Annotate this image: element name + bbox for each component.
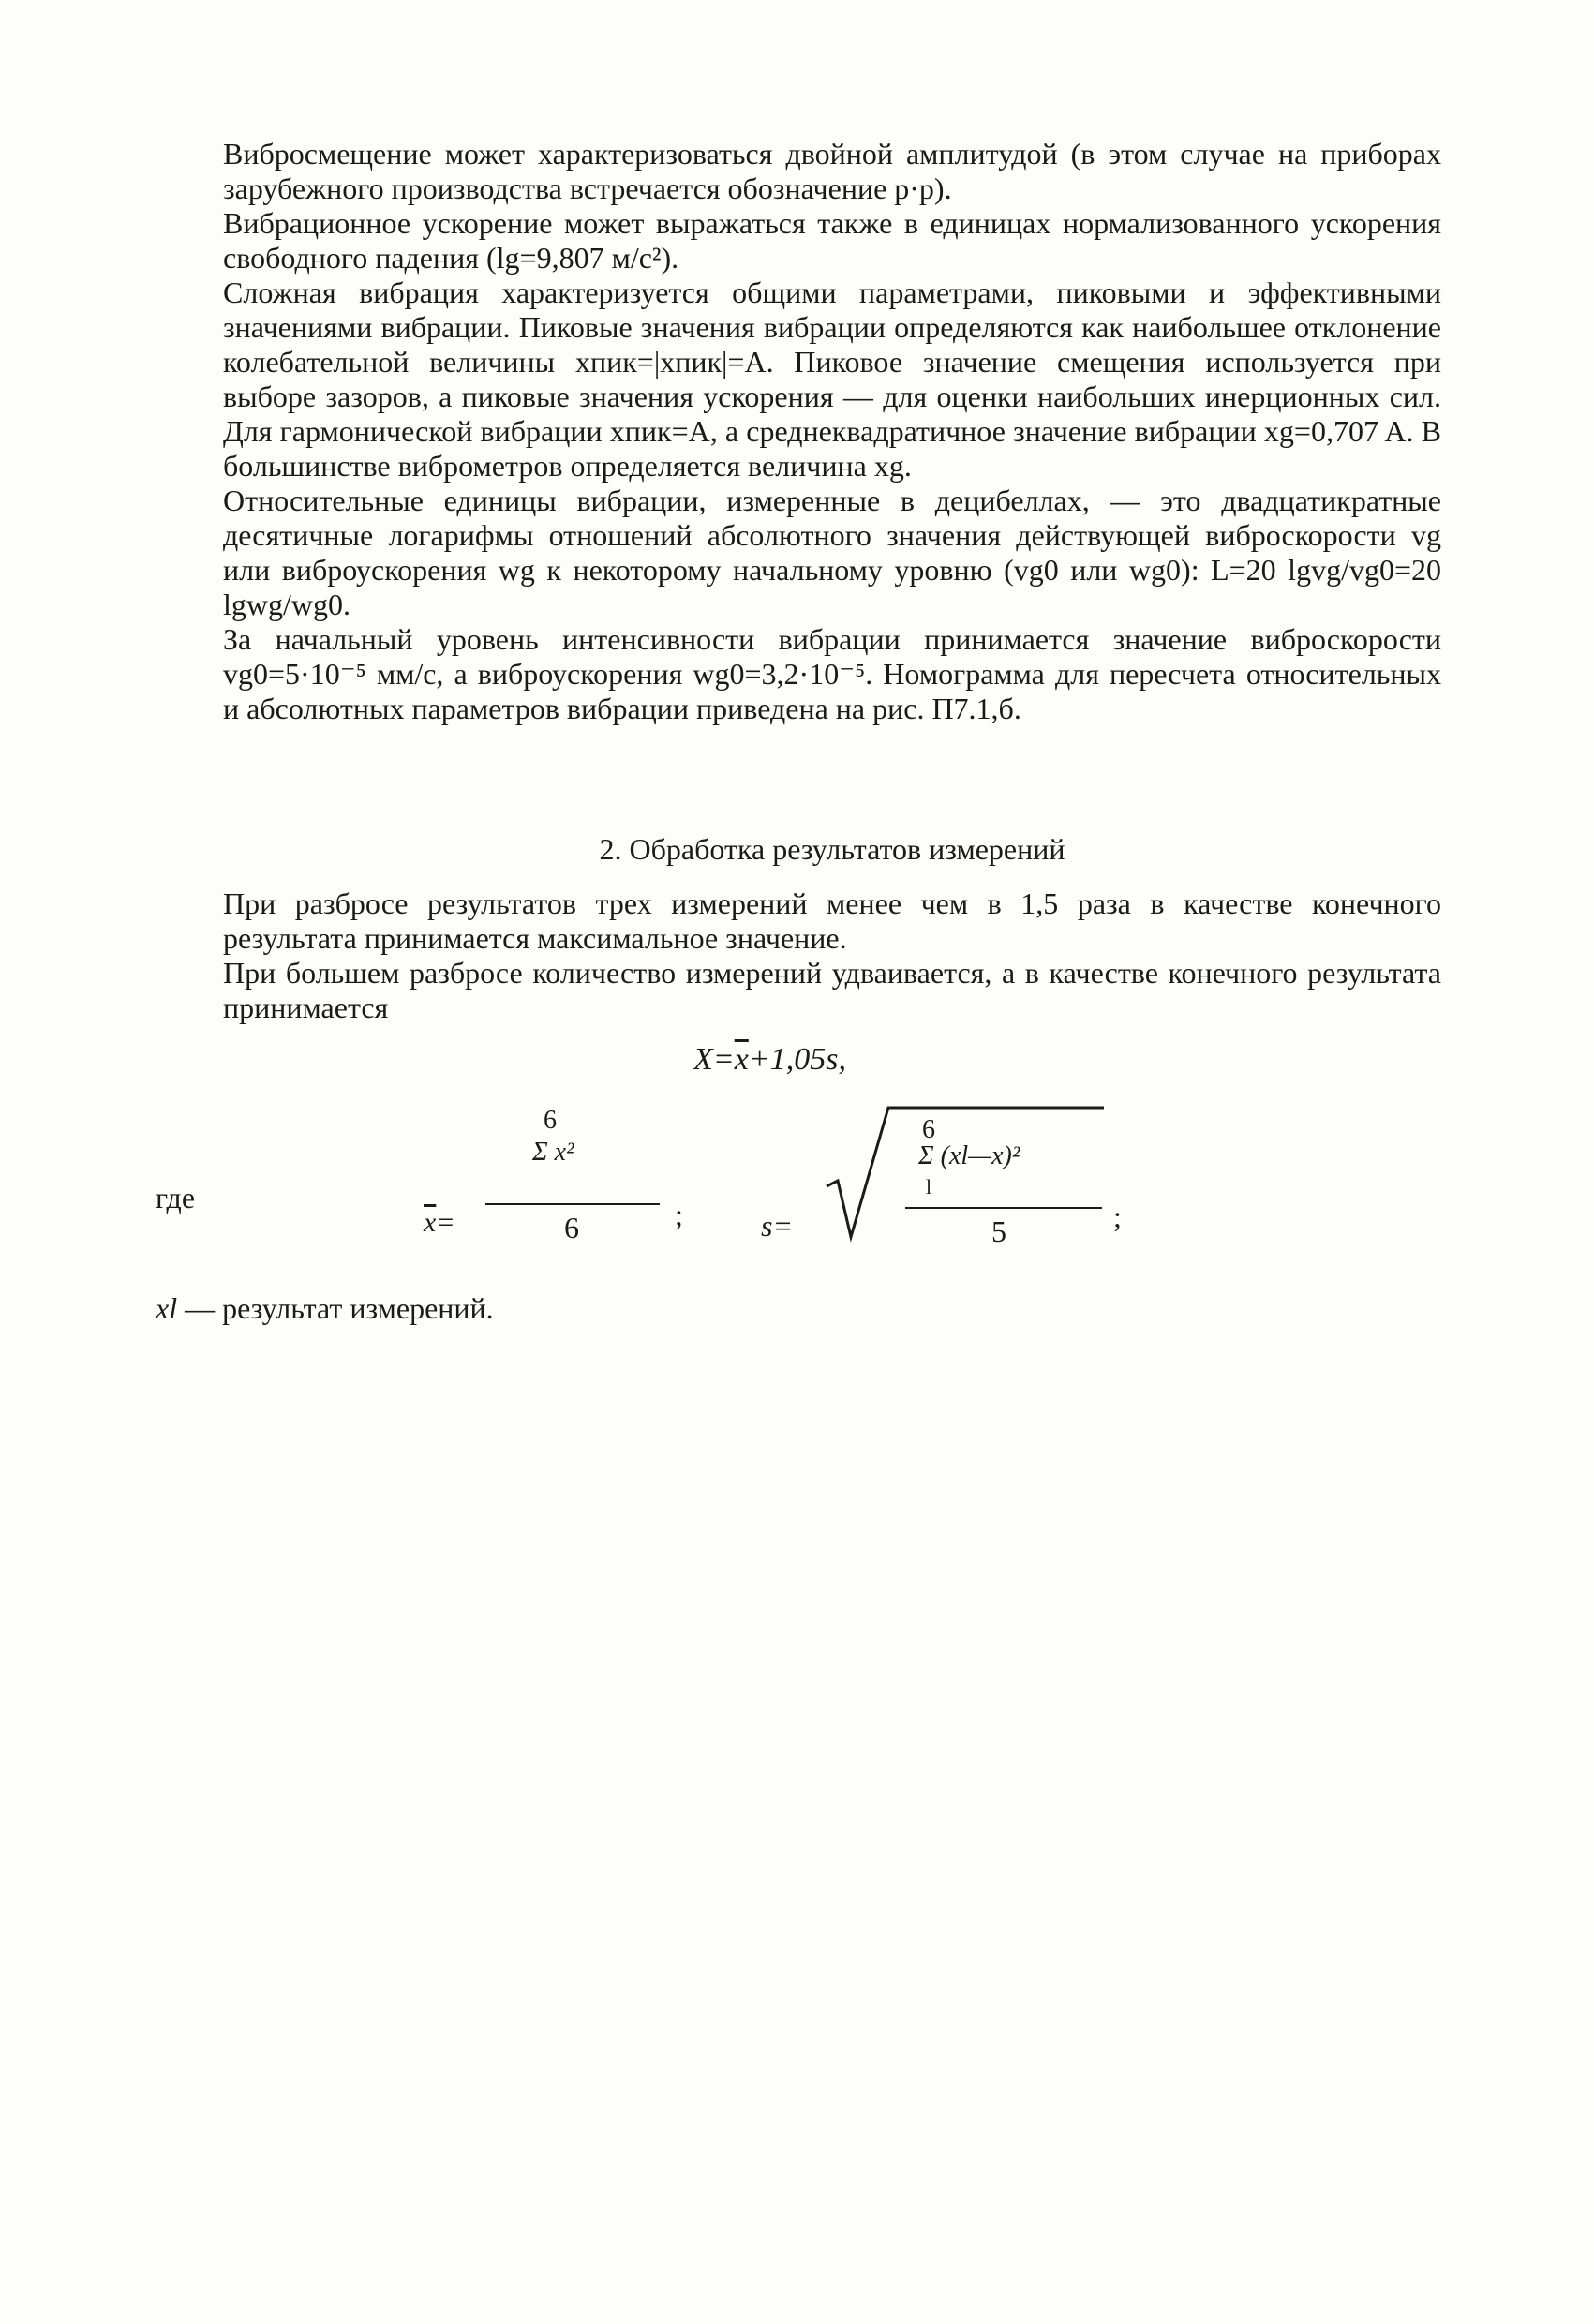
xbar-separator: ; [675,1198,683,1231]
main-formula-xbar: $\overline{x}$ [734,1042,749,1077]
footnote-text: — результат измерений. [177,1291,494,1325]
paragraph-3: Сложная вибрация характеризуется общими параметрами, пиковыми и эффективными значениями вибрации. Пиковые значения вибрации определяются как наибольшее отклонение колебательной величины xпик=|xпик|=A. Пиковое значение смещения используется при выборе зазоров, а пиковые значения ускорения — для оценки наибольших инерционных сил. Для гармонической вибрации xпик=A, а среднеквадратичное значение вибрации xg=0,707 A. В большинстве виброметров определяется величина xg. [223,276,1441,483]
where-label: где [156,1181,196,1214]
s-sum-bottom: l [926,1175,932,1199]
paragraph-1: Виброcмещение может характеризоваться двойной амплитудой (в этом случае на приборах зарубежного производства встречается обозначение p·p). [223,137,1441,205]
section-paragraph-1: При разбросе результатов трех измерений менее чем в 1,5 раза в качестве конечного результата принимается максимальное значение. [223,886,1441,955]
square-root-sign [825,1102,1106,1243]
xbar-fraction-bar [485,1203,660,1205]
s-formula-lhs: s= [761,1209,794,1243]
main-formula [693,1042,846,1078]
body-text [223,137,1441,726]
xbar-sum-top: 6 [544,1106,557,1135]
s-sum-top: 6 [922,1115,935,1144]
main-formula-lhs: X= [693,1042,735,1077]
main-formula-rhs: +1,05s, [748,1042,846,1077]
footnote-definition [156,1291,494,1326]
section-heading: 2. Обработка результатов измерений [599,832,1065,866]
xbar-sum-body: Σ x² [532,1138,574,1167]
paragraph-5: За начальный уровень интенсивности вибрации принимается значение виброскорости vg0=5·10⁻⁵ мм/с, а виброускорения wg0=3,2·10⁻⁵. Номограмма для пересчета относительных и абсолютных параметров вибрации приведена на рис. П7.1,б. [223,622,1441,725]
section-body [223,886,1441,1025]
s-denominator: 5 [991,1214,1006,1248]
section-paragraph-2: При большем разбросе количество измерений удваивается, а в качестве конечного результата принимается [223,956,1441,1024]
footnote-symbol: xl [156,1291,178,1325]
xbar-denominator: 6 [564,1211,579,1244]
xbar-formula-lhs: $\overline{x}=$ [424,1207,455,1238]
paragraph-4: Относительные единицы вибрации, измеренные в децибеллах, — это двадцатикратные десятичные логарифмы отношений абсолютного значения действующей виброскорости vg или виброускорения wg к некоторому начальному уровню (vg0 или wg0): L=20 lgvg/vg0=20 lgwg/wg0. [223,484,1441,621]
s-separator: ; [1113,1199,1122,1233]
paragraph-2: Вибрационное ускорение может выражаться также в единицах нормализованного ускорения свободного падения (lg=9,807 м/с²). [223,206,1441,275]
s-sum-body: Σ (xl—x)² [918,1141,1020,1170]
s-fraction-bar [905,1207,1102,1209]
